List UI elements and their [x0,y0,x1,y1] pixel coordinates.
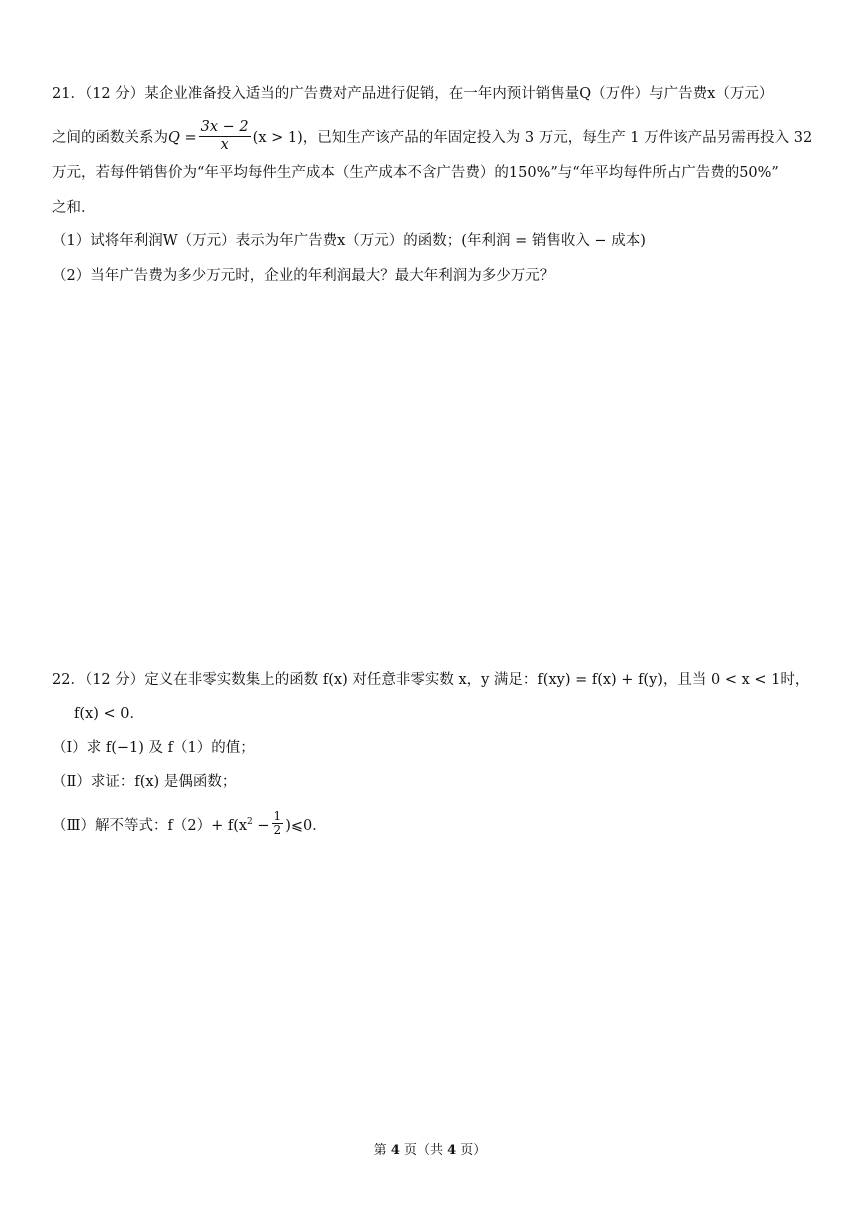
q22-fraction-numerator: 1 [273,809,282,824]
q21-part-1: （1）试将年利润W（万元）表示为年广告费x（万元）的函数；(年利润 = 销售收入 − 成本) [52,233,646,249]
footer-page-number: 4 [390,1143,400,1158]
q21-condition: (x > 1) [252,130,303,146]
q21-line-1: 21．（12 分）某企业准备投入适当的广告费对产品进行促销，在一年内预计销售量Q（万件）与广告费x（万元） [52,86,774,102]
q22-fraction-denominator: 2 [273,823,282,838]
q22-part-2: （Ⅱ）求证：f(x) 是偶函数； [52,774,237,790]
q22-fraction [272,810,284,837]
q22-exponent: 2 [247,817,253,827]
q22-line-2: f(x) < 0． [74,706,144,722]
q21-q-equals: Q = [168,130,197,146]
q21-line-2 [52,118,812,158]
q22-part-3 [52,802,327,842]
q21-fraction-numerator: 3x − 2 [200,118,249,135]
footer-middle: 页（共 [399,1143,448,1158]
q21-line-2-suffix: ，已知生产该产品的年固定投入为 3 万元，每生产 1 万件该产品另需再投入 32 [302,130,813,146]
q22-part-3-minus: − [252,817,270,834]
footer-total-pages: 4 [447,1143,457,1158]
page-footer [0,1139,860,1158]
q21-fraction-denominator: x [220,136,229,153]
q21-fraction [199,119,251,154]
q22-part-1: （Ⅰ）求 f(−1) 及 f（1）的值； [52,740,255,756]
q21-part-2: （2）当年广告费为多少万元时，企业的年利润最大？最大年利润为多少万元？ [52,268,555,284]
q21-line-2-prefix: 之间的函数关系为 [52,130,168,146]
q22-part-3-prefix: （Ⅲ）解不等式：f（2）+ f(x [52,817,248,834]
q22-line-1: 22．（12 分）定义在非零实数集上的函数 f(x) 对任意非零实数 x，y 满足：f(xy) = f(x) + f(y)，且当 0 < x < 1时， [52,672,810,688]
q21-line-4: 之和． [52,200,96,216]
q22-part-3-suffix: )⩽0． [285,817,327,834]
footer-prefix: 第 [373,1143,391,1158]
q21-line-3: 万元，若每件销售价为“年平均每件生产成本（生产成本不含广告费）的150%”与“年平均每件所占广告费的50%” [52,165,779,181]
footer-suffix: 页） [456,1143,487,1158]
